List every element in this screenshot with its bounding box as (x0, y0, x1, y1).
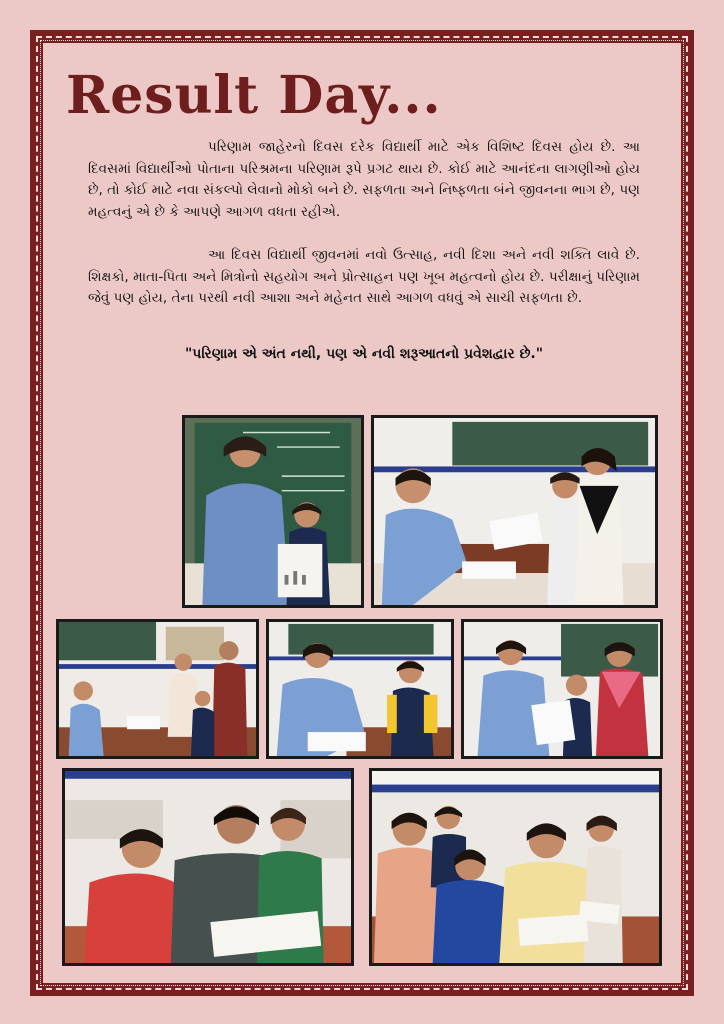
photo-boy-desk-papers (371, 415, 658, 608)
photo-teacher-girl-report (182, 415, 364, 608)
paragraph-1: પરિણામ જાહેરનો દિવસ દરેક વિદ્યાર્થી માટે એક વિશિષ્ટ દિવસ હોય છે. આ દિવસમાં વિદ્યાર્થીઓ પોતાના પરિશ્રમના પરિણામ રૂપે પ્રગટ થાય છે. કોઈ માટે આનંદના લાગણીઓ હોય છે, તો કોઈ માટે નવા સંકલ્પો લેવાનો મોકો બને છે. સફળતા અને નિષ્ફળતા બંને જીવનના ભાગ છે, પણ મહત્વનું એ છે કે આપણે આગળ વધતા રહીએ. (88, 139, 640, 220)
page-title: Result Day... (66, 65, 442, 126)
photo-classroom-parents (56, 619, 259, 759)
paragraph-2: આ દિવસ વિદ્યાર્થી જીવનમાં નવો ઉત્સાહ, નવી દિશા અને નવી શક્તિ લાવે છે. શિક્ષકો, માતા-પિતા અને મિત્રોનો સહયોગ અને પ્રોત્સાહન પણ ખૂબ મહત્વનો હોય છે. પરીક્ષાનું પરિણામ જેવું પણ હોય, તેના પરથી નવી આશા અને મહેનત સાથે આગળ વધવું એ સાચી સફળતા છે. (88, 247, 640, 306)
photo-teacher-girl-parent (461, 619, 663, 759)
photo-teacher-boy-yellow (266, 619, 454, 759)
photo-mothers-children (369, 768, 662, 966)
photo-family-reviewing (62, 768, 354, 966)
quote: "પરિણામ એ અંત નથી, પણ એ નવી શરૂઆતનો પ્રવેશદ્વાર છે." (184, 346, 544, 362)
